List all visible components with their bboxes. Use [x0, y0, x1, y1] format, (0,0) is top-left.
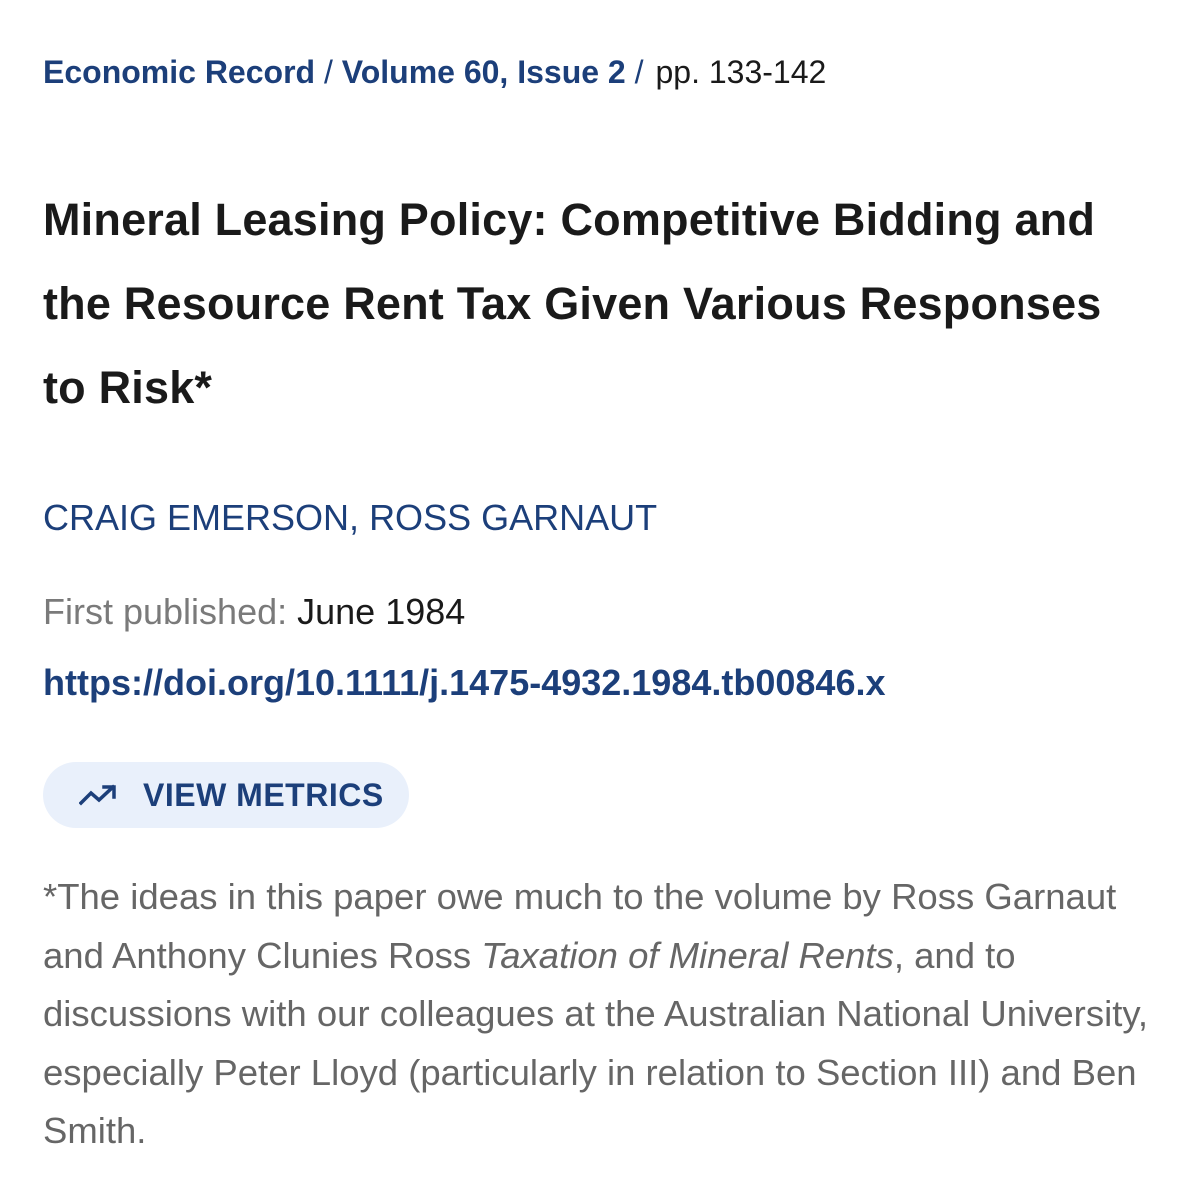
author-link[interactable]: ROSS GARNAUT — [369, 497, 658, 538]
acknowledgement-footnote — [43, 868, 1163, 1161]
author-link[interactable]: CRAIG EMERSON — [43, 497, 350, 538]
breadcrumb-separator: / — [315, 54, 342, 90]
footnote-text: , and to discussions with our colleagues at the Australian National University, especially Peter Lloyd (particularly in relation to Section III) and Ben Smith. — [43, 934, 1149, 1151]
journal-link[interactable]: Economic Record — [43, 54, 316, 90]
issue-link[interactable]: Volume 60, Issue 2 — [341, 54, 626, 90]
author-list — [43, 496, 657, 540]
page-range: pp. 133-142 — [655, 54, 827, 90]
view-metrics-label: VIEW METRICS — [143, 776, 384, 813]
first-published-date: June 1984 — [297, 591, 466, 632]
author-separator: , — [349, 497, 370, 538]
trending-up-icon — [79, 783, 119, 807]
article-title: Mineral Leasing Policy: Competitive Bidding and the Resource Rent Tax Given Various Responses to Risk* — [43, 194, 1102, 413]
breadcrumb-separator: / — [625, 54, 644, 90]
book-title: Taxation of Mineral Rents — [481, 934, 894, 976]
first-published-label: First published: — [43, 591, 288, 632]
view-metrics-button[interactable] — [43, 762, 409, 828]
footnote-text: *The ideas in this paper owe much to the volume by Ross Garnaut and Anthony Clunies Ross — [43, 876, 1117, 976]
publication-info — [43, 590, 465, 634]
doi-link[interactable]: https://doi.org/10.1111/j.1475-4932.1984.tb00846.x — [43, 662, 886, 703]
breadcrumb — [43, 52, 826, 92]
